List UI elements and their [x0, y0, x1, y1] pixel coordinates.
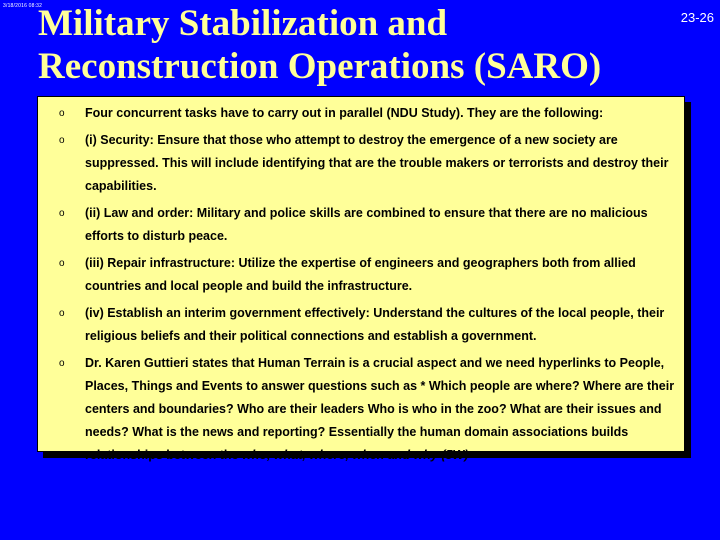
- slide-number: 23-26: [680, 10, 714, 25]
- bullet-text: (i) Security: Ensure that those who attempt to destroy the emergence of a new society are suppressed. This will include identifying that are the trouble makers or terrorists and destroy their capabilities.: [85, 133, 669, 193]
- bullet-marker-icon: o: [59, 208, 65, 219]
- bullet-item: [38, 352, 684, 467]
- bullet-marker-icon: o: [59, 135, 65, 146]
- bullet-item: [38, 102, 684, 125]
- bullet-item: [38, 129, 684, 198]
- bullet-item: [38, 252, 684, 298]
- bullet-text: Four concurrent tasks have to carry out in parallel (NDU Study). They are the following:: [85, 106, 604, 120]
- slide-title: [38, 2, 678, 88]
- bullet-text: (iii) Repair infrastructure: Utilize the expertise of engineers and geographers both from allied countries and local people and build the infrastructure.: [85, 256, 636, 293]
- bullet-marker-icon: o: [59, 258, 65, 269]
- bullet-text: (ii) Law and order: Military and police skills are combined to ensure that there are no malicious efforts to disturb peace.: [85, 206, 648, 243]
- bullet-list: [38, 102, 684, 471]
- bullet-item: [38, 302, 684, 348]
- bullet-marker-icon: o: [59, 108, 65, 119]
- content-box: [37, 96, 685, 462]
- bullet-item: [38, 202, 684, 248]
- slide-title-line-2: Reconstruction Operations (SARO): [38, 46, 602, 87]
- bullet-text: (iv) Establish an interim government effectively: Understand the cultures of the local people, their religious beliefs and their political connections and establish a government.: [85, 306, 665, 343]
- bullet-text-italic: who, what, where, when and why (5W): [241, 448, 469, 462]
- bullet-marker-icon: o: [59, 358, 65, 369]
- bullet-marker-icon: o: [59, 308, 65, 319]
- slide-title-line-1: Military Stabilization and: [38, 3, 448, 44]
- slide-timestamp: 3/18/2016 08:32: [3, 3, 43, 9]
- bullet-text: Dr. Karen Guttieri states that Human Terrain is a crucial aspect and we need hyperlinks to People, Places, Things and Events to answer questions such as * Which people are where? Where are their centers and boundaries? Who are their leaders Who is who in the zoo? What are their issues and needs? What is the news and reporting? Essentially the human domain associations builds relationships between the: [85, 356, 675, 462]
